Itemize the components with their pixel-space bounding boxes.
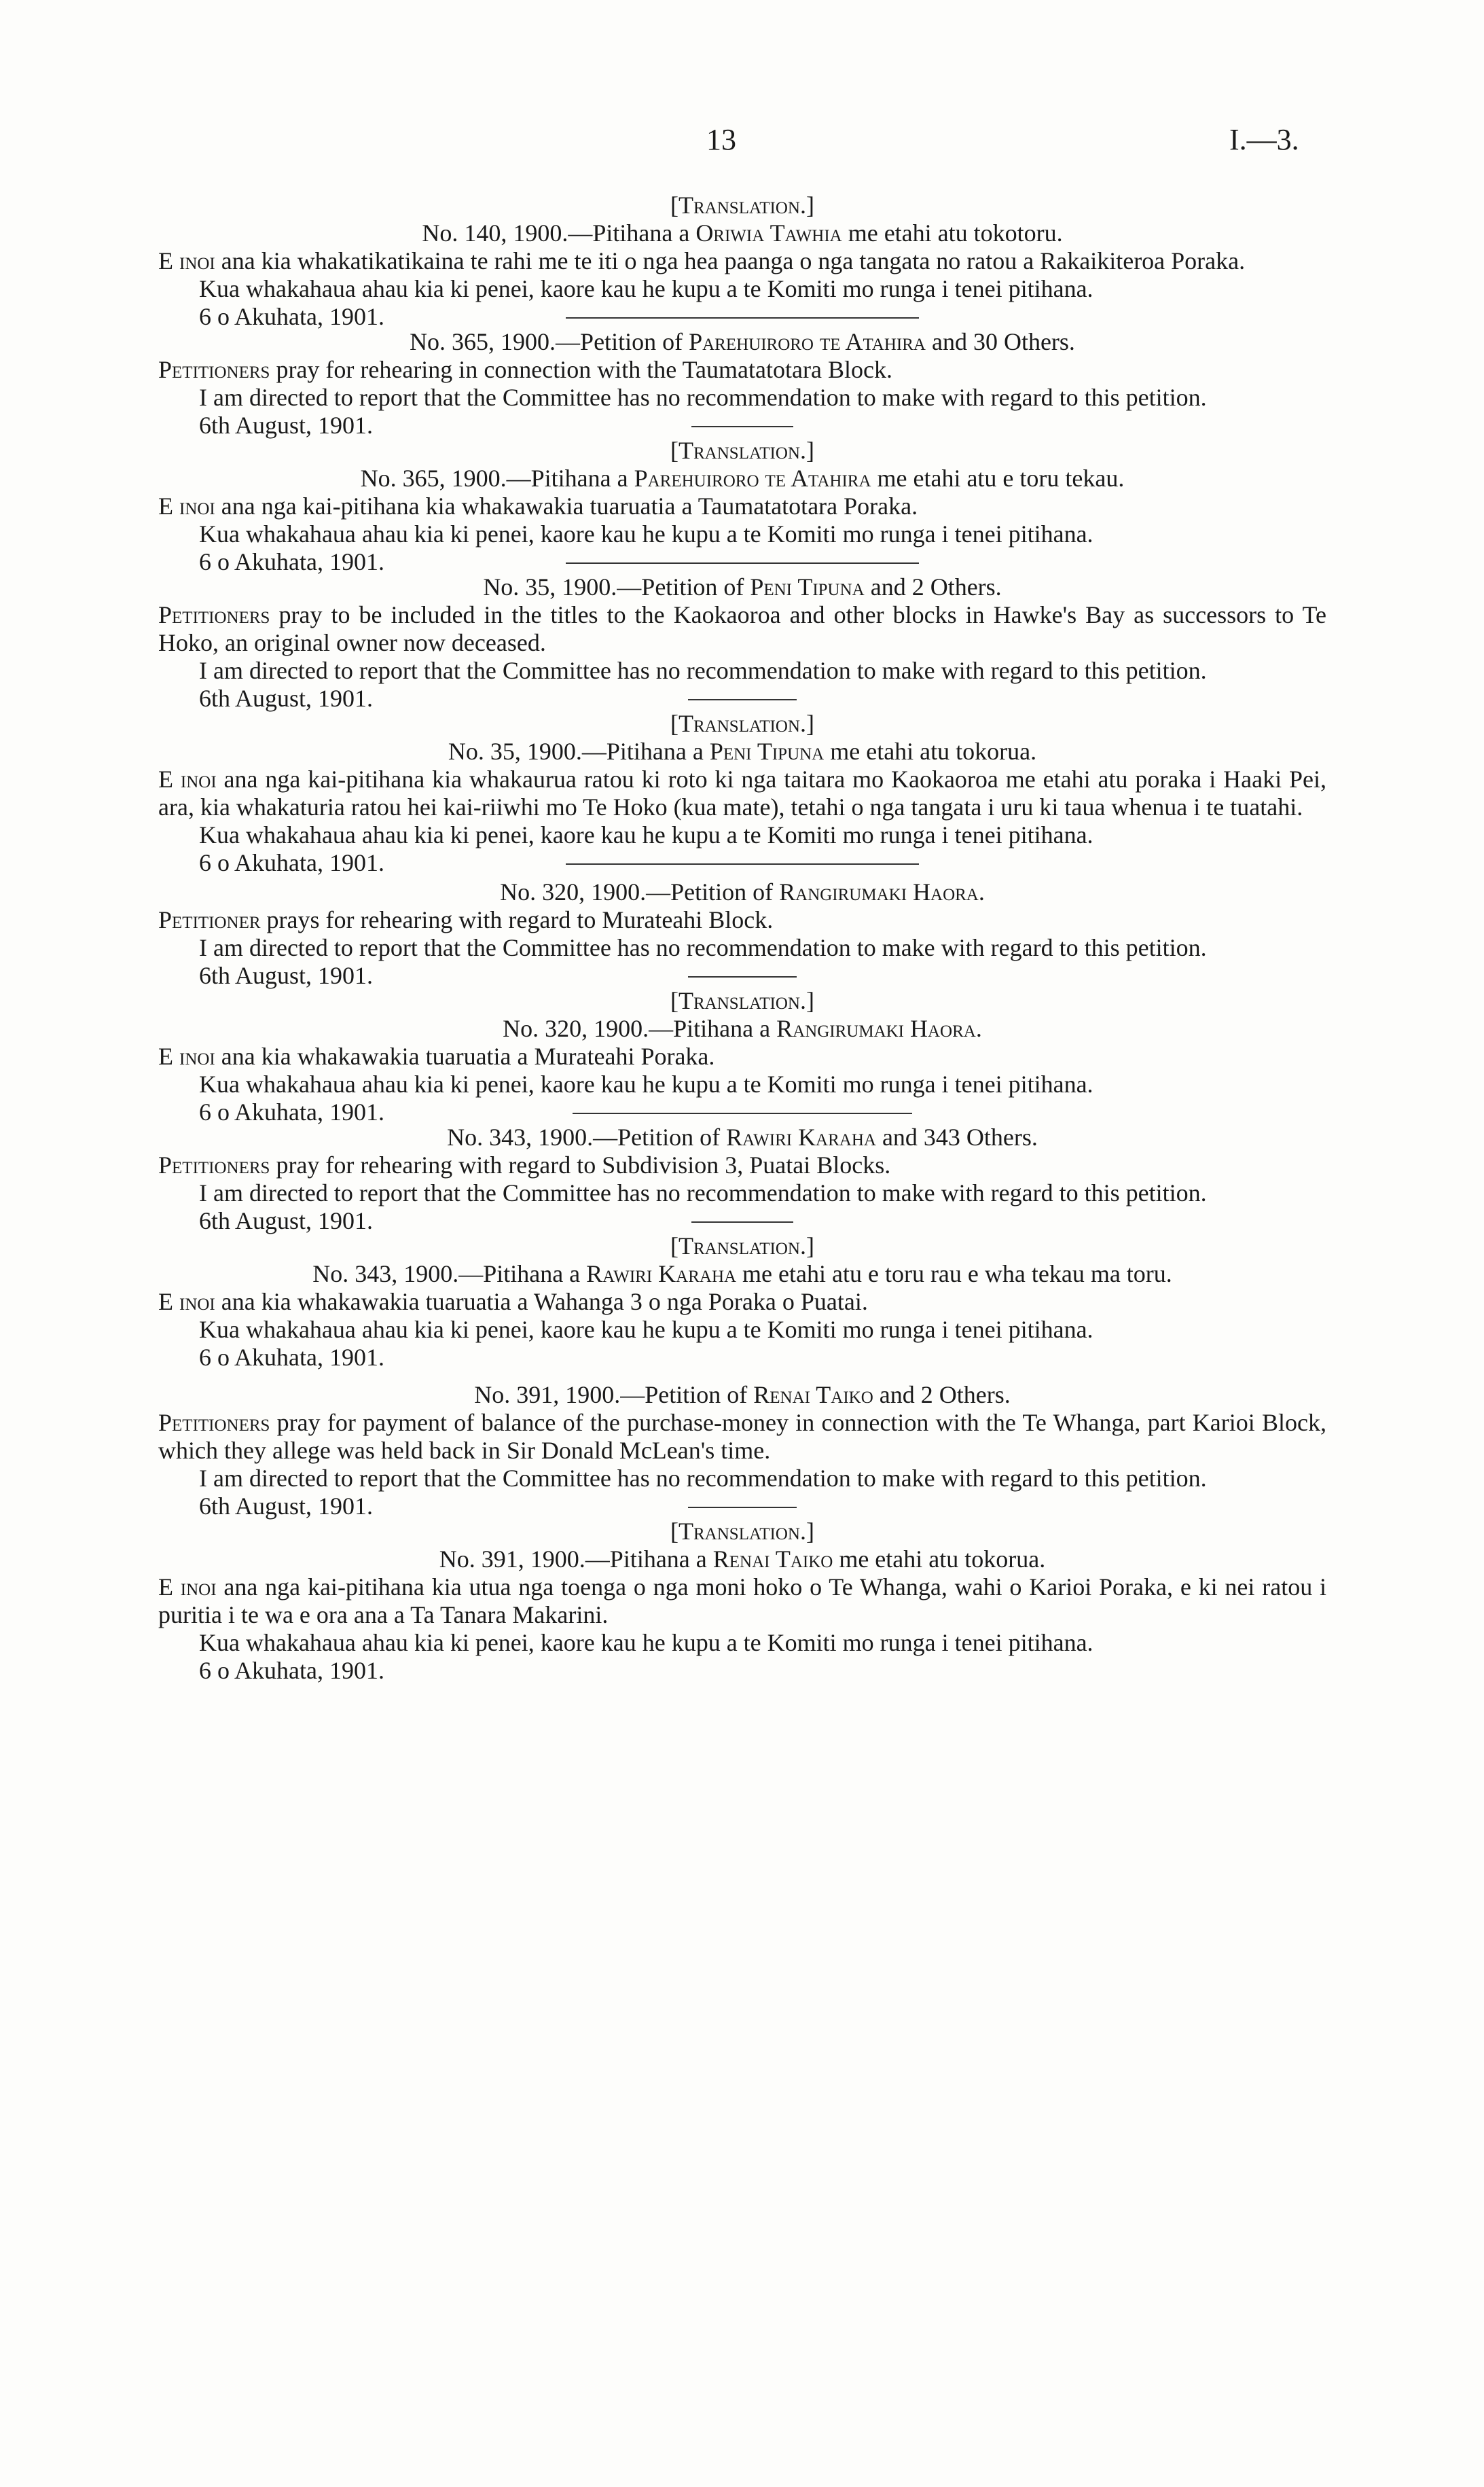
translation-label: [Translation.] xyxy=(670,987,814,1014)
report-date: 6 o Akuhata, 1901. xyxy=(199,1098,384,1126)
translation-label: [Translation.] xyxy=(670,1232,814,1259)
report-date: 6 o Akuhata, 1901. xyxy=(199,303,384,330)
report-date: 6 o Akuhata, 1901. xyxy=(199,1344,384,1371)
petition-prayer: Petitioners pray to be included in the titles to the Kaokaoroa and other blocks in Hawke's Bay as successors to Te Hoko, an original owner now deceased. xyxy=(158,601,1326,656)
committee-report: I am directed to report that the Committee has no recommendation to make with regard to this petition. xyxy=(199,384,1207,411)
petition-prayer: E inoi ana nga kai-pitihana kia utua nga toenga o nga moni hoko o Te Whanga, wahi o Karioi Poraka, e ki nei ratou i puritia i te wa e ora ana a Ta Tanara Makarini. xyxy=(158,1573,1327,1628)
translation-label: [Translation.] xyxy=(670,710,814,737)
committee-report: Kua whakahaua ahau kia ki penei, kaore kau he kupu a te Komiti mo runga i tenei pitihana. xyxy=(199,1071,1093,1098)
committee-report: I am directed to report that the Committee has no recommendation to make with regard to this petition. xyxy=(199,1465,1207,1492)
petition-prayer: E inoi ana kia whakatikatikaina te rahi me te iti o nga hea paanga o nga tangata no ratou a Rakaikiteroa Poraka. xyxy=(158,247,1246,274)
petition-prayer: Petitioner prays for rehearing with regard to Murateahi Block. xyxy=(158,906,774,933)
translation-label: [Translation.] xyxy=(670,192,814,219)
report-date: 6th August, 1901. xyxy=(199,1492,374,1520)
document-body xyxy=(158,192,1326,1685)
report-date: 6 o Akuhata, 1901. xyxy=(199,548,384,575)
petition-title: No. 343, 1900.—Petition of Rawiri Karaha and 343 Others. xyxy=(447,1124,1038,1151)
report-date: 6th August, 1901. xyxy=(199,412,374,439)
committee-report: Kua whakahaua ahau kia ki penei, kaore kau he kupu a te Komiti mo runga i tenei pitihana. xyxy=(199,275,1093,302)
petition-title: No. 140, 1900.—Pitihana a Oriwia Tawhia me etahi atu tokotoru. xyxy=(422,219,1063,247)
report-date: 6 o Akuhata, 1901. xyxy=(199,849,384,876)
petition-title: No. 391, 1900.—Petition of Renai Taiko and 2 Others. xyxy=(474,1381,1011,1408)
report-date: 6th August, 1901. xyxy=(199,1207,374,1234)
petition-prayer: Petitioners pray for rehearing with regard to Subdivision 3, Puatai Blocks. xyxy=(158,1151,891,1179)
petition-title: No. 35, 1900.—Petition of Peni Tipuna and 2 Others. xyxy=(483,573,1002,601)
petition-title: No. 391, 1900.—Pitihana a Renai Taiko me etahi atu tokorua. xyxy=(439,1545,1046,1573)
committee-report: Kua whakahaua ahau kia ki penei, kaore kau he kupu a te Komiti mo runga i tenei pitihana. xyxy=(199,520,1093,548)
petition-prayer: Petitioners pray for payment of balance of the purchase-money in connection with the Te Whanga, part Karioi Block, which they allege was held back in Sir Donald McLean's time. xyxy=(158,1409,1326,1464)
petition-title: No. 365, 1900.—Pitihana a Parehuiroro te Atahira me etahi atu e toru tekau. xyxy=(360,465,1125,492)
translation-label: [Translation.] xyxy=(670,437,814,464)
report-date: 6th August, 1901. xyxy=(199,962,374,989)
committee-report: I am directed to report that the Committee has no recommendation to make with regard to this petition. xyxy=(199,1179,1207,1206)
petition-prayer: E inoi ana kia whakawakia tuaruatia a Wahanga 3 o nga Poraka o Puatai. xyxy=(158,1288,868,1315)
translation-label: [Translation.] xyxy=(670,1518,814,1545)
petition-title: No. 343, 1900.—Pitihana a Rawiri Karaha me etahi atu e toru rau e wha tekau ma toru. xyxy=(312,1260,1172,1287)
report-date: 6 o Akuhata, 1901. xyxy=(199,1657,384,1684)
page-number: 13 xyxy=(706,123,736,156)
committee-report: Kua whakahaua ahau kia ki penei, kaore kau he kupu a te Komiti mo runga i tenei pitihana. xyxy=(199,821,1093,848)
petition-prayer: E inoi ana nga kai-pitihana kia whakawakia tuaruatia a Taumatatotara Poraka. xyxy=(158,493,918,520)
committee-report: Kua whakahaua ahau kia ki penei, kaore kau he kupu a te Komiti mo runga i tenei pitihana. xyxy=(199,1629,1093,1656)
petition-prayer: E inoi ana nga kai-pitihana kia whakaurua ratou ki roto ki nga taitara mo Kaokaoroa me etahi atu poraka i Haaki Pei, ara, kia whakaturia ratou hei kai-riiwhi mo Te Hoko (kua mate), tetahi o nga tangata i uru ki taua whenua i te tuatahi. xyxy=(158,766,1326,821)
petition-title: No. 320, 1900.—Petition of Rangirumaki Haora. xyxy=(500,878,985,906)
document-reference: I.—3. xyxy=(1229,123,1299,156)
report-date: 6th August, 1901. xyxy=(199,685,374,712)
petition-prayer: E inoi ana kia whakawakia tuaruatia a Murateahi Poraka. xyxy=(158,1043,715,1070)
petition-title: No. 35, 1900.—Pitihana a Peni Tipuna me etahi atu tokorua. xyxy=(448,738,1037,765)
committee-report: I am directed to report that the Committee has no recommendation to make with regard to this petition. xyxy=(199,657,1207,684)
petition-prayer: Petitioners pray for rehearing in connection with the Taumatatotara Block. xyxy=(158,356,892,383)
petition-title: No. 365, 1900.—Petition of Parehuiroro te Atahira and 30 Others. xyxy=(410,328,1075,355)
committee-report: Kua whakahaua ahau kia ki penei, kaore kau he kupu a te Komiti mo runga i tenei pitihana. xyxy=(199,1316,1093,1343)
petition-title: No. 320, 1900.—Pitihana a Rangirumaki Haora. xyxy=(503,1015,982,1042)
committee-report: I am directed to report that the Committee has no recommendation to make with regard to this petition. xyxy=(199,934,1207,961)
